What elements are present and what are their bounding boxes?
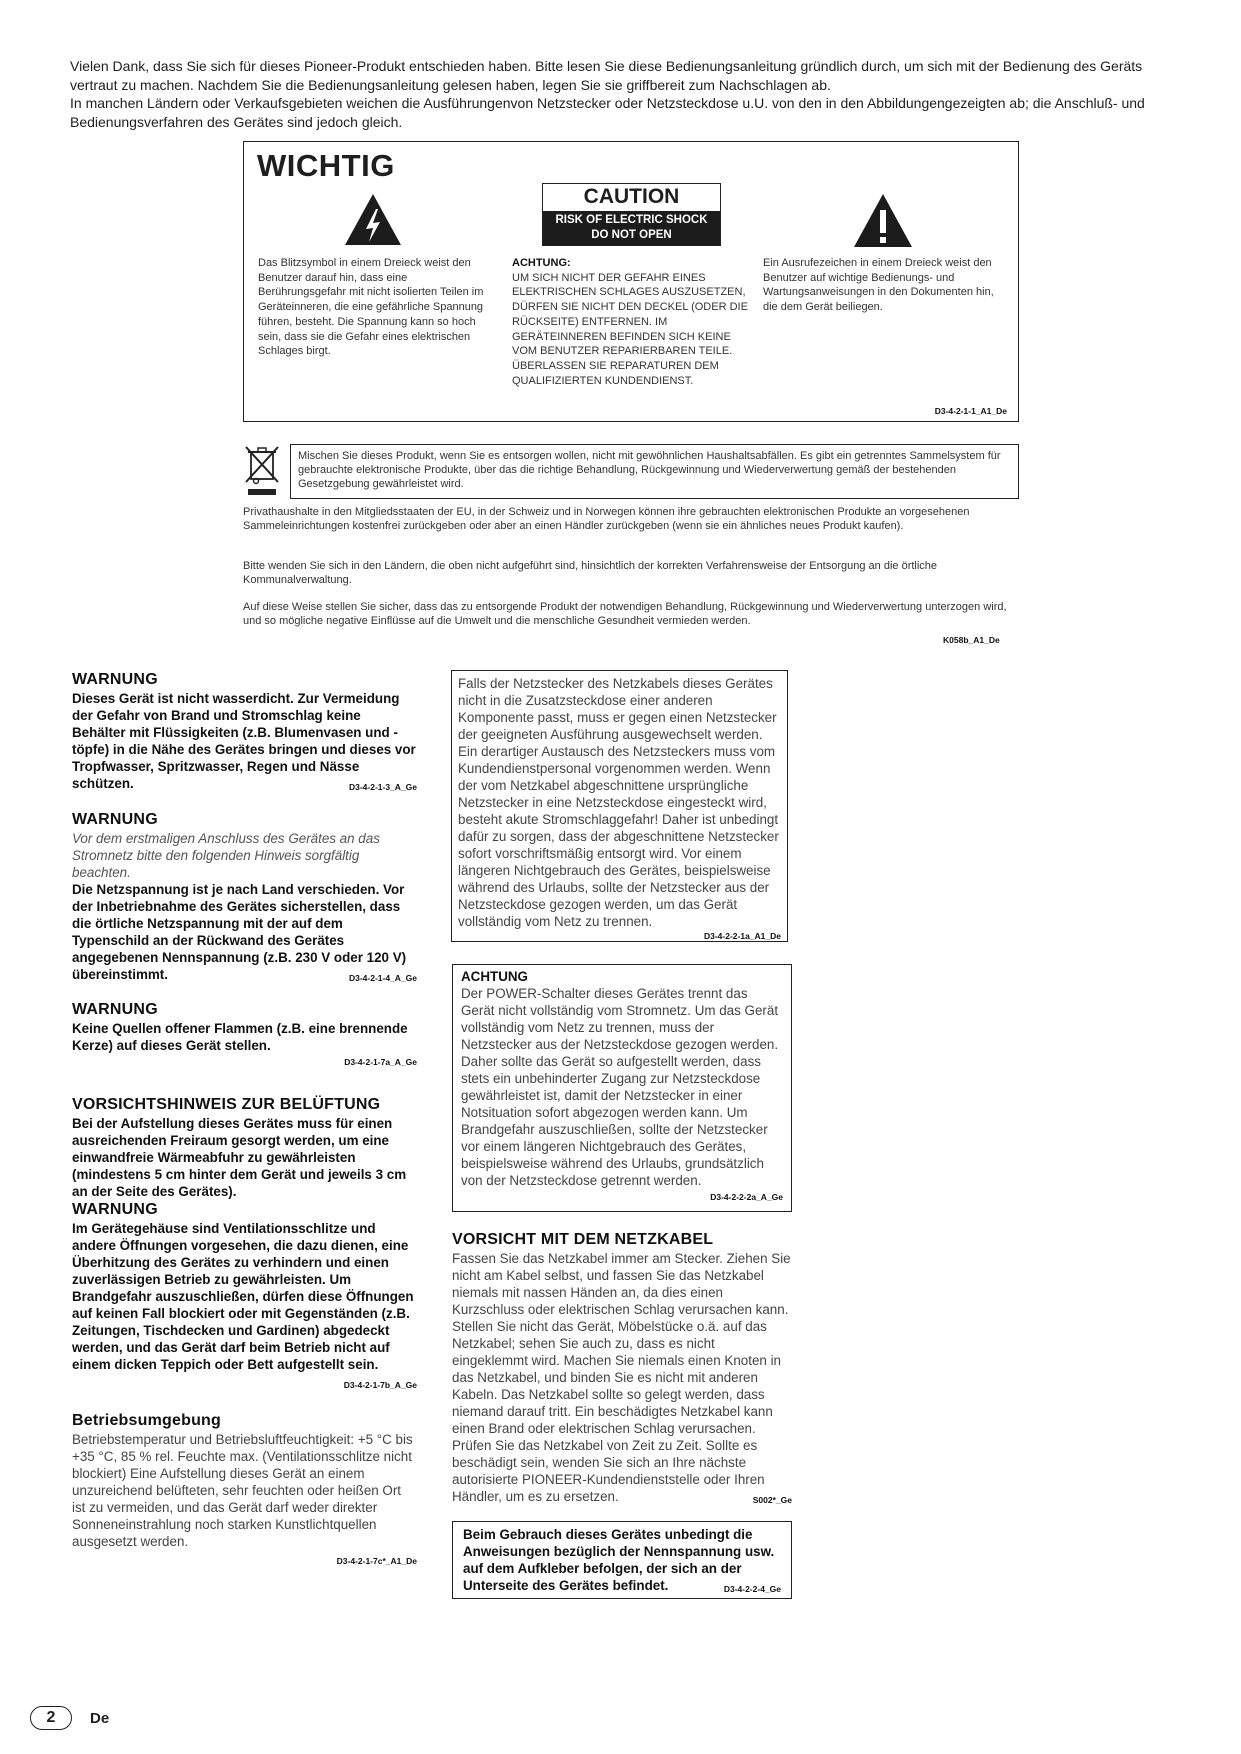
section-ref: D3-4-2-2-2a_A_Ge: [710, 1192, 783, 1202]
section-ref: D3-4-2-1-3_A_Ge: [348, 782, 417, 792]
environment-text: Betriebstemperatur und Betriebsluftfeuchtigkeit: +5 °C bis +35 °C, 85 % rel. Feuchte max. (Ventilationsschlitze nicht blockiert) Eine Aufstellung dieses Gerät an einem unzureichend belüfteten, sehr feuchten oder heißen Ort ist zu vermeiden, und das Gerät darf weder direkter Sonneneinstrahlung noch starken Kunstlichtquellen ausgesetzt werden.: [72, 1432, 413, 1549]
exclamation-warning-icon: [853, 193, 913, 248]
warning-flames: [72, 1000, 417, 1067]
section-ref: D3-4-2-1-7b_A_Ge: [343, 1380, 417, 1390]
caution-label: [542, 183, 721, 246]
warning-text: Dieses Gerät ist nicht wasserdicht. Zur Vermeidung der Gefahr von Brand und Stromschlag keine Behälter mit Flüssigkeiten (z.B. Blumenvasen und -töpfe) in die Nähe des Gerätes bringen und dieses vor Tropfwasser, Spritzwasser, Regen und Nässe schützen. D3-4-2-1-3_A_Ge: [72, 690, 417, 792]
wichtig-title: WICHTIG: [257, 148, 395, 183]
language-code: De: [90, 1710, 110, 1727]
intro-paragraph-1: Vielen Dank, dass Sie sich für dieses Pioneer-Produkt entschieden haben. Bitte lesen Sie diese Bedienungsanleitung gründlich durch, um sich mit der Bedienung des Geräts vertraut zu machen. Nachdem Sie die Bedienungsanleitung gelesen haben, legen Sie sie griffbereit zum Nachschlagen ab.: [70, 58, 1143, 93]
wichtig-box: [243, 141, 1019, 422]
warning-text: Im Gerätegehäuse sind Ventilationsschlitze und andere Öffnungen vorgesehen, die dazu dienen, eine Überhitzung des Gerätes zu verhindern und einen zuverlässigen Betrieb zu gewährleisten. Um Brandgefahr auszuschließen, dürfen diese Öffnungen auf keinen Fall blockiert oder mit Gegenständen (z.B. Zeitungen, Tischdecken und Gardinen) abgedeckt werden, und das Gerät darf beim Betrieb nicht auf einem dicken Teppich oder Bett aufgestellt sein. D3-4-2-1-7b_A_Ge: [72, 1220, 417, 1373]
lightning-description: Das Blitzsymbol in einem Dreieck weist den Benutzer darauf hin, dass eine Berührungsgefahr mit nicht isolierten Teilen im Geräteinneren, die eine gefährliche Spannung führen, besteht. Die Spannung kann so hoch sein, dass sie die Gefahr eines elektrischen Schlages birgt.: [258, 257, 484, 358]
power-cord-text: Fassen Sie das Netzkabel immer am Stecker. Ziehen Sie nicht am Kabel selbst, und fassen Sie das Netzkabel niemals mit nassen Händen an, da dies einen Kurzschluss oder elektrischen Schlag verursachen kann. Stellen Sie nicht das Gerät, Möbelstücke o.ä. auf das Netzkabel; sehen Sie auch zu, dass es nicht eingeklemmt wird. Machen Sie niemals einen Knoten in das Netzkabel, und binden Sie es nicht mit anderen Kabeln. Das Netzkabel sollte so gelegt werden, dass niemand darauf tritt. Ein beschädigtes Netzkabel kann einen Brand oder elektrischen Schlag verursachen. Prüfen Sie das Netzkabel von Zeit zu Zeit. Sollte es beschädigt sein, wenden Sie sich an Ihre nächste autorisierte PIONEER-Kundendienststelle oder Ihren Händler, um es zu ersetzen. S002*_Ge: [452, 1250, 792, 1505]
power-switch-box: [452, 964, 792, 1212]
wichtig-ref: D3-4-2-1-1_A1_De: [934, 406, 1007, 416]
achtung-block: [512, 256, 752, 388]
warning-heading: WARNUNG: [72, 671, 158, 688]
warning-voltage: [72, 810, 417, 987]
caution-band: [543, 211, 720, 245]
section-ref: S002*_Ge: [752, 1495, 792, 1505]
caution-title: CAUTION: [583, 185, 680, 208]
caution-line-2: DO NOT OPEN: [591, 229, 672, 241]
warning-intro: Vor dem erstmaligen Anschluss des Gerätes an das Stromnetz bitte den folgenden Hinweis sorgfältig beachten.: [72, 831, 380, 880]
warning-text: Die Netzspannung ist je nach Land verschieden. Vor der Inbetriebnahme des Gerätes sicherstellen, dass die örtliche Netzspannung mit der auf dem Typenschild an der Rückwand des Gerätes angegebenen Nennspannung (z.B. 230 V oder 120 V) übereinstimmt. D3-4-2-1-4_A_Ge: [72, 881, 417, 983]
caution-line-1: RISK OF ELECTRIC SHOCK: [555, 214, 708, 226]
plug-replacement-text: Falls der Netzstecker des Netzkabels dieses Gerätes nicht in die Zusatzsteckdose einer anderen Komponente passt, muss er gegen einen Netzstecker der geeigneten Ausführung ausgewechselt werden. Ein derartiger Austausch des Netzsteckers muss vom Kundendienstpersonal vorgenommen werden. Wenn der vom Netzkabel abgeschnittene ursprüngliche Netzstecker in eine Netzsteckdose eingesteckt wird, besteht akute Stromschlaggefahr! Daher ist unbedingt dafür zu sorgen, dass der abgeschnittene Netzstecker sofort vorschriftsmäßig entsorgt wird. Vor einem längeren Nichtgebrauch des Gerätes, beispielsweise während des Urlaubs, sollte der Netzstecker aus der Netzsteckdose gezogen werden, um das Gerät vollständig vom Netz zu trennen.: [458, 676, 779, 929]
weee-paragraph-2: Bitte wenden Sie sich in den Ländern, die oben nicht aufgeführt sind, hinsichtlich der korrekten Verfahrensweise der Entsorgung an die örtliche Kommunalverwaltung.: [243, 560, 938, 586]
plug-replacement-box: [451, 670, 788, 942]
intro-paragraph-2: In manchen Ländern oder Verkaufsgebieten weichen die Ausführungenvon Netzstecker oder Netzsteckdose u.U. von den in den Abbildungengezeigten ab; die Anschluß- und Bedienungsverfahren des Gerätes sind jedoch gleich.: [70, 95, 1145, 130]
page-number: 2: [30, 1706, 72, 1730]
warning-heading: WARNUNG: [72, 1201, 158, 1218]
achtung-text: UM SICH NICHT DER GEFAHR EINES ELEKTRISCHEN SCHLAGES AUSZUSETZEN, DÜRFEN SIE NICHT DEN DECKEL (ODER DIE RÜCKSEITE) ENTFERNEN. IM GERÄTEINNEREN BEFINDEN SICH KEINE VOM BENUTZER REPARIERBAREN TEILE. ÜBERLASSEN SIE REPARATUREN DEM QUALIFIZIERTEN KUNDENDIENST.: [512, 271, 748, 387]
intro: [70, 57, 1180, 131]
section-ref: D3-4-2-2-4_Ge: [723, 1584, 781, 1594]
ventilation-heading: VORSICHTSHINWEIS ZUR BELÜFTUNG: [72, 1096, 381, 1113]
achtung-heading: ACHTUNG:: [512, 257, 571, 269]
exclamation-description: Ein Ausrufezeichen in einem Dreieck weist den Benutzer auf wichtige Bedienungs- und Wartungsanweisungen in den Dokumenten hin, die dem Gerät beiliegen.: [763, 257, 994, 314]
warning-heading: WARNUNG: [72, 1001, 158, 1018]
operating-environment: [72, 1411, 417, 1566]
power-cord-heading: VORSICHT MIT DEM NETZKABEL: [452, 1231, 714, 1248]
power-switch-heading: ACHTUNG: [461, 969, 528, 984]
voltage-label-box: [452, 1521, 792, 1599]
power-cord-notice: [452, 1230, 792, 1509]
voltage-label-text: Beim Gebrauch dieses Gerätes unbedingt die Anweisungen bezüglich der Nennspannung usw. auf dem Aufkleber befolgen, der sich an der Unterseite des Gerätes befindet. D3-4-2-2-4_Ge: [463, 1526, 781, 1594]
section-ref: D3-4-2-1-7c*_A1_De: [336, 1556, 417, 1566]
crossed-bin-icon: [243, 444, 281, 496]
warning-waterproof: [72, 670, 417, 796]
weee-notice-box: Mischen Sie dieses Produkt, wenn Sie es entsorgen wollen, nicht mit gewöhnlichen Haushaltsabfällen. Es gibt ein getrenntes Sammelsystem für gebrauchte elektronische Produkte, über das die richtige Behandlung, Rückgewinnung und Wiederverwertung gemäß der bestehenden Gesetzgebung gewährleistet wird.: [290, 444, 1019, 499]
section-ref: D3-4-2-1-7a_A_Ge: [344, 1057, 417, 1067]
section-ref: D3-4-2-1-4_A_Ge: [348, 973, 417, 983]
weee-ref: K058b_A1_De: [943, 635, 1000, 645]
ventilation-text: Bei der Aufstellung dieses Gerätes muss für einen ausreichenden Freiraum gesorgt werden, um eine einwandfreie Wärmeabfuhr zu gewährleisten (mindestens 5 cm hinter dem Gerät und jeweils 3 cm an der Seite des Gerätes).: [72, 1116, 407, 1199]
warning-heading: WARNUNG: [72, 811, 158, 828]
warning-text: Keine Quellen offener Flammen (z.B. eine brennende Kerze) auf dieses Gerät stellen.: [72, 1021, 408, 1053]
section-ref: D3-4-2-2-1a_A1_De: [703, 931, 781, 941]
environment-heading: Betriebsumgebung: [72, 1412, 221, 1429]
weee-paragraph-3: Auf diese Weise stellen Sie sicher, dass das zu entsorgende Produkt der notwendigen Behandlung, Rückgewinnung und Wiederverwertung unterzogen wird, und so mögliche negative Einflüsse auf die Umwelt und die menschliche Gesundheit vermieden werden.: [243, 601, 1007, 627]
ventilation-notice: [72, 1095, 417, 1394]
power-switch-text: Der POWER-Schalter dieses Gerätes trennt das Gerät nicht vollständig vom Stromnetz. Um das Gerät vollständig vom Netz zu trennen, muss der Netzstecker aus der Netzsteckdose gezogen werden. Daher sollte das Gerät so aufgestellt werden, dass stets ein unbehinderter Zugang zur Netzsteckdose gewährleistet ist, damit der Netzstecker in einer Notsituation sofort abgezogen werden kann. Um Brandgefahr auszuschließen, sollte der Netzstecker vor einem längeren Nichtgebrauch des Gerätes, beispielsweise während des Urlaubs, grundsätzlich von der Netzsteckdose getrennt werden.: [461, 986, 779, 1188]
weee-paragraph-1: Privathaushalte in den Mitgliedsstaaten der EU, in der Schweiz und in Norwegen können ihre gebrauchten elektronischen Produkte an vorgesehenen Sammeleinrichtungen kostenfrei zurückgeben oder aber an einen Händler zurückgeben (wenn sie ein ähnliches neues Produkt kaufen).: [243, 506, 970, 532]
lightning-warning-icon: [344, 193, 402, 246]
